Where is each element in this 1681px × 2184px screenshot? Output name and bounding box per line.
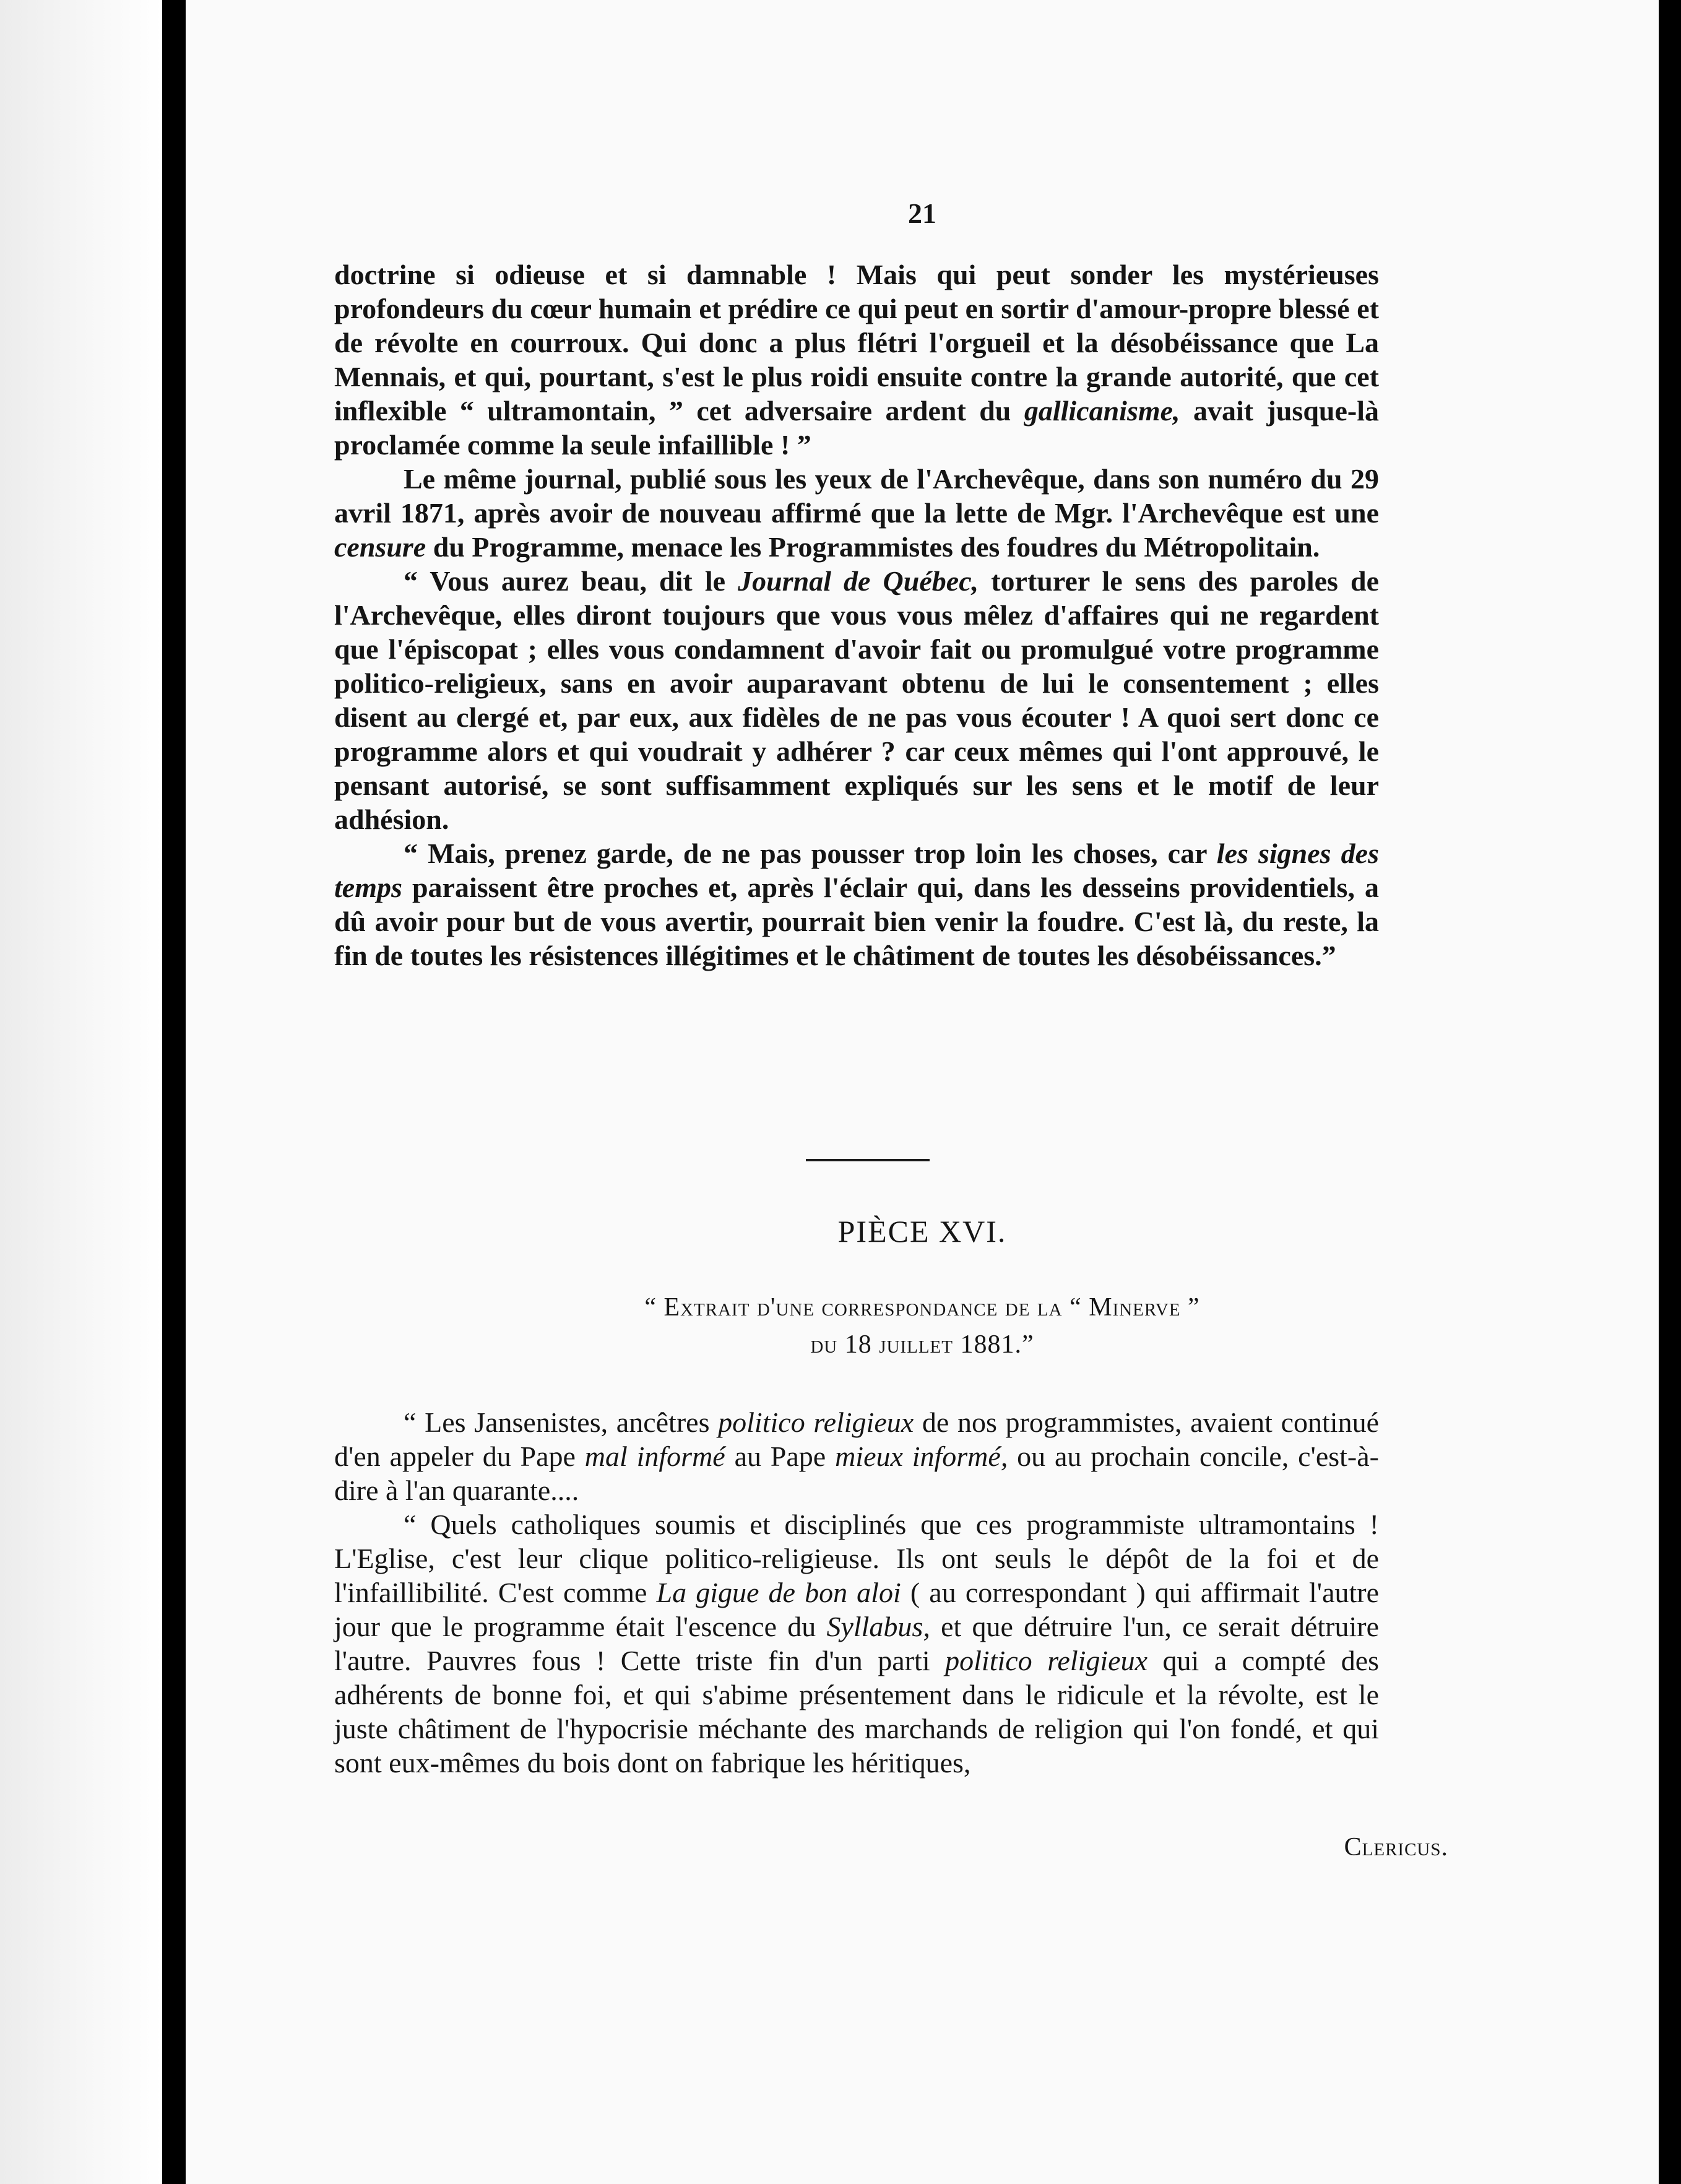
text-span: “ Mais, prenez garde, de ne pas pousser trop loin les choses, car: [404, 838, 1207, 869]
text-span: “ Vous aurez beau, dit le: [404, 565, 726, 597]
paragraph-3: [334, 564, 1379, 836]
text-block-extract: [334, 1405, 1379, 1780]
italic-span: politico religieux: [718, 1406, 914, 1438]
text-span: ou au prochain concile, c'est-à-dire à l'an quarante....: [334, 1441, 1379, 1506]
text-block-continuation: [334, 258, 1379, 973]
paragraph-1: [334, 258, 1379, 462]
section-heading: PIÈCE XVI.: [837, 1214, 1007, 1249]
text-span: de nos programmistes, avaient continué d'en appeler du Pape: [334, 1406, 1380, 1472]
page-number: 21: [908, 197, 936, 229]
text-span: avait jusque-là proclamée comme la seule infaillible ! ”: [334, 395, 1380, 461]
italic-span: La gigue de bon aloi: [656, 1577, 901, 1608]
text-span: “ Quels catholiques soumis et disciplinés que ces programmiste ultramontains ! L'Eglise, c'est leur clique politico-religieuse. Ils ont seuls le dépôt de la foi et de l'infaillibilité. C'est comme: [334, 1509, 1379, 1608]
text-span: Le même journal, publié sous les yeux de l'Archevêque, dans son numéro du 29 avril 1871, après avoir de nouveau affirmé que la lette de Mgr. l'Archevêque est une: [334, 463, 1379, 529]
text-span: et que détruire l'un, ce serait détruire l'autre. Pauvres fous ! Cette triste fin d'un parti: [334, 1611, 1380, 1676]
text-span: torturer le sens des paroles de l'Archevêque, elles diront toujours que vous vous mêlez d'affaires qui ne regardent que l'épiscopat ; elles vous condamnent d'avoir fait ou promulgué votre programme politico-religieux, sans en avoir auparavant obtenu de lui le consentement ; elles disent au clergé et, par eux, aux fidèles de ne pas vous écouter ! A quoi sert donc ce programme alors et qui voudrait y adhérer ? car ceux mêmes qui l'ont approuvé, le pensant autorisé, se sont suffisamment expliqués sur les sens et le motif de leur adhésion.: [334, 565, 1380, 835]
text-span: au Pape: [734, 1441, 826, 1472]
text-span: “ Les Jansenistes, ancêtres: [404, 1406, 710, 1438]
text-span: doctrine si odieuse et si damnable ! Mais qui peut sonder les mystérieuses profondeurs du cœur humain et prédire ce qui peut en sortir d'amour-propre blessé et de révolte en courroux. Qui donc a plus flétri l'orgueil et la désobéissance que La Mennais, et qui, pourtant, s'est le plus roidi ensuite contre la grande autorité, que cet inflexible “ ultramontain, ” cet adversaire ardent du: [334, 259, 1379, 427]
section-subheading-line-2: du 18 juillet 1881.”: [810, 1330, 1034, 1359]
document-page: [186, 0, 1659, 2184]
italic-span: Syllabus,: [826, 1611, 930, 1642]
text-span: ( au correspondant ) qui affirmait l'autre jour que le programme était l'escence du: [334, 1577, 1379, 1642]
paragraph-5: [334, 1405, 1379, 1507]
italic-span: gallicanisme,: [1024, 395, 1180, 427]
section-separator: [806, 1159, 930, 1161]
text-span: paraissent être proches et, après l'éclair qui, dans les desseins providentiels, a dû avoir pour but de vous avertir, pourrait bien venir la foudre. C'est là, du reste, la fin de toutes les résistences illégitimes et le châtiment de toutes les désobéissances.”: [334, 872, 1379, 971]
scan-border: [1659, 0, 1681, 2184]
italic-span: politico religieux: [945, 1645, 1147, 1676]
facing-page-margin: [0, 0, 162, 2184]
text-span: qui a compté des adhérents de bonne foi, et qui s'abime présentement dans le ridicule et la révolte, est le juste châtiment de l'hypocrisie méchante des marchands de religion qui l'on fondé, et qui sont eux-mêmes du bois dont on fabrique les héritiques,: [334, 1645, 1380, 1779]
paragraph-4: [334, 836, 1379, 973]
italic-span: Journal de Québec,: [738, 565, 979, 597]
italic-span: censure: [334, 531, 426, 563]
section-subheading-line-1: “ Extrait d'une correspondance de la “ Minerve ”: [644, 1293, 1200, 1322]
italic-span: les signes des temps: [334, 838, 1380, 903]
italic-span: mieux informé,: [835, 1441, 1008, 1472]
paragraph-2: [334, 462, 1379, 564]
text-span: du Programme, menace les Programmistes des foudres du Métropolitain.: [433, 531, 1320, 563]
signature: Clericus.: [1344, 1833, 1448, 1861]
paragraph-6: [334, 1507, 1379, 1780]
italic-span: mal informé: [584, 1441, 725, 1472]
